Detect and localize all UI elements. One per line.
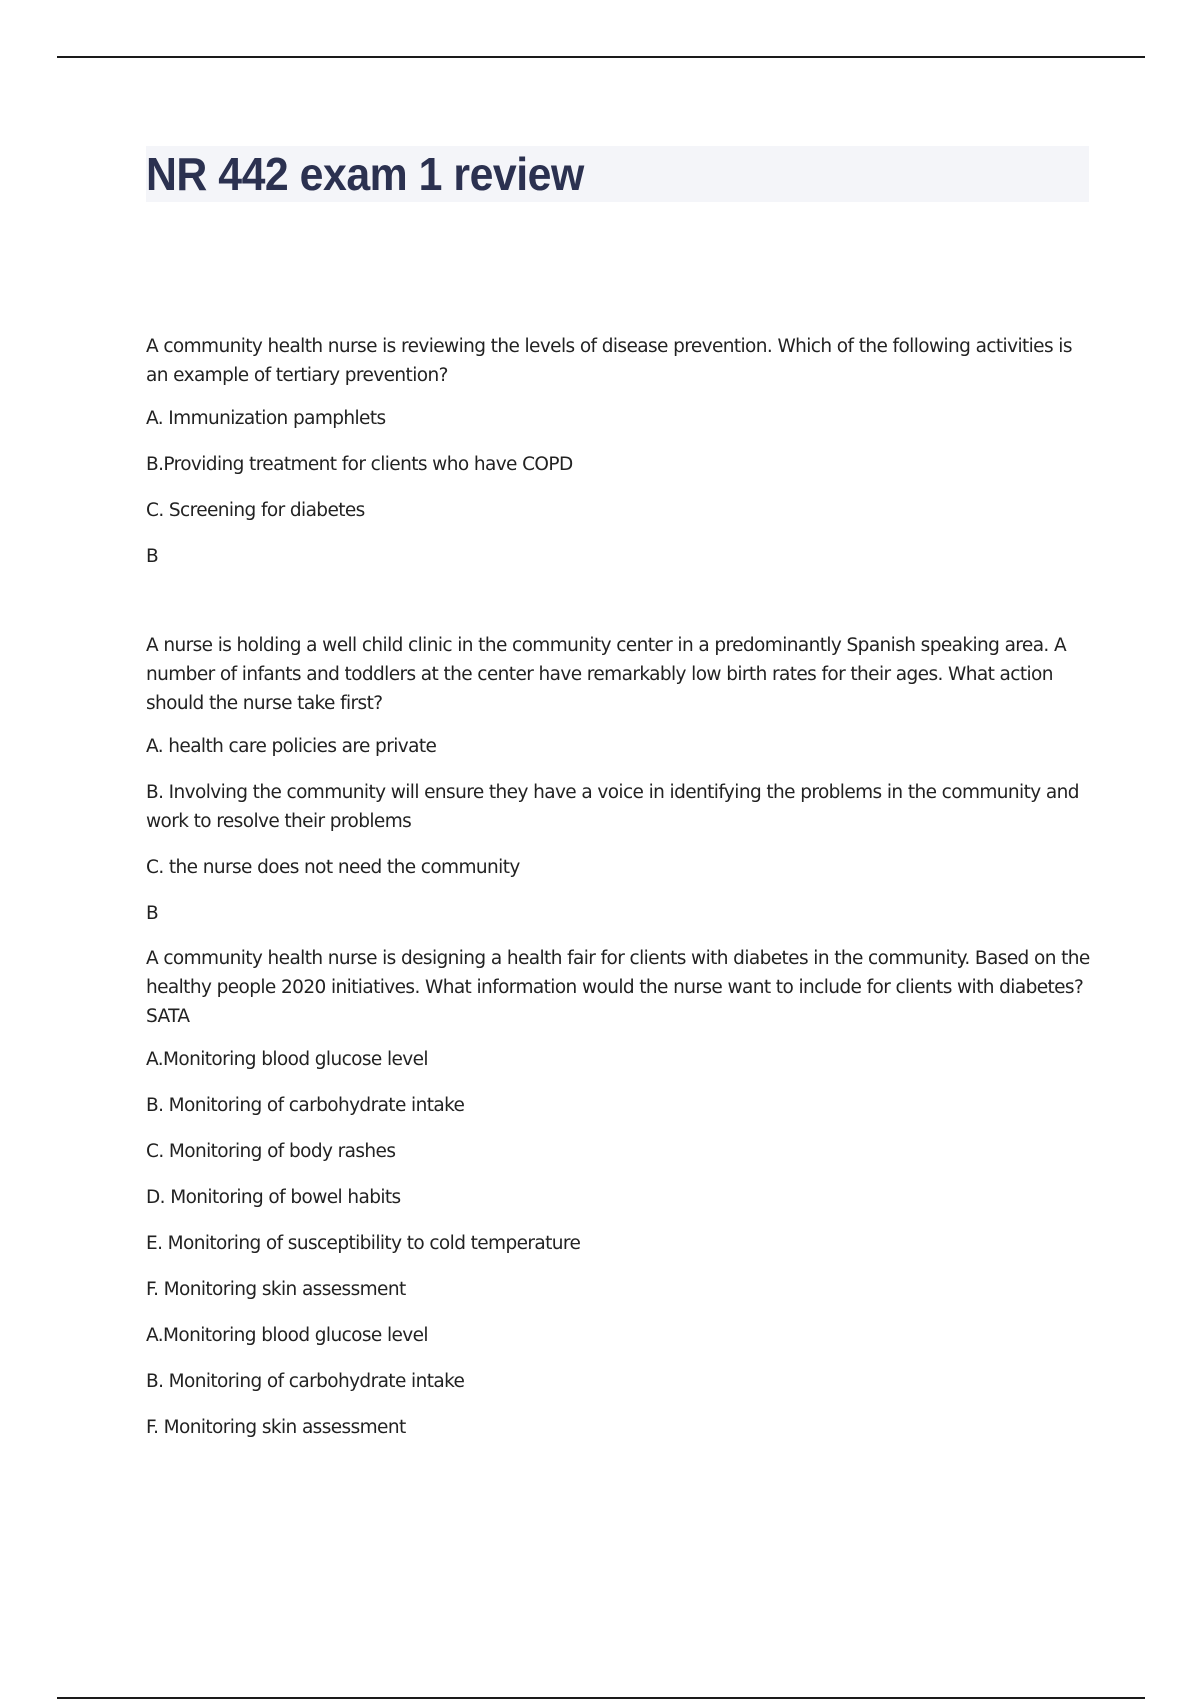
page-title: NR 442 exam 1 review	[146, 148, 584, 200]
question-text: A community health nurse is reviewing the levels of disease prevention. Which of the following activities is an example of tertiary prevention?	[146, 336, 1072, 386]
question-text: A nurse is holding a well child clinic in the community center in a predominantly Spanish speaking area. A number of infants and toddlers at the center have remarkably low birth rates for their ages. What action should the nurse take first?	[146, 635, 1067, 714]
answer: B	[146, 903, 159, 924]
document-body	[146, 332, 1096, 1459]
option-c: C. Monitoring of body rashes	[146, 1141, 396, 1162]
top-rule	[57, 56, 1145, 58]
answer: B	[146, 546, 159, 567]
option-b: B. Involving the community will ensure they have a voice in identifying the problems in the community and work to resolve their problems	[146, 782, 1079, 832]
question-1	[146, 332, 1096, 571]
option-c: C. Screening for diabetes	[146, 500, 365, 521]
option-d: D. Monitoring of bowel habits	[146, 1187, 401, 1208]
option-f: F. Monitoring skin assessment	[146, 1279, 406, 1300]
option-a: A. Immunization pamphlets	[146, 408, 386, 429]
question-3	[146, 944, 1096, 1442]
option-c: C. the nurse does not need the community	[146, 857, 520, 878]
option-b: B. Monitoring of carbohydrate intake	[146, 1095, 465, 1116]
option-b: B.Providing treatment for clients who have COPD	[146, 454, 573, 475]
question-2	[146, 631, 1096, 928]
bottom-rule	[57, 1697, 1145, 1699]
question-text: A community health nurse is designing a health fair for clients with diabetes in the community. Based on the healthy people 2020 initiatives. What information would the nurse want to include for clients with diabetes? SATA	[146, 948, 1090, 1027]
option-a: A.Monitoring blood glucose level	[146, 1049, 428, 1070]
answer-item: F. Monitoring skin assessment	[146, 1417, 406, 1438]
option-e: E. Monitoring of susceptibility to cold temperature	[146, 1233, 581, 1254]
answer-item: B. Monitoring of carbohydrate intake	[146, 1371, 465, 1392]
option-a: A. health care policies are private	[146, 736, 437, 757]
answer-item: A.Monitoring blood glucose level	[146, 1325, 428, 1346]
